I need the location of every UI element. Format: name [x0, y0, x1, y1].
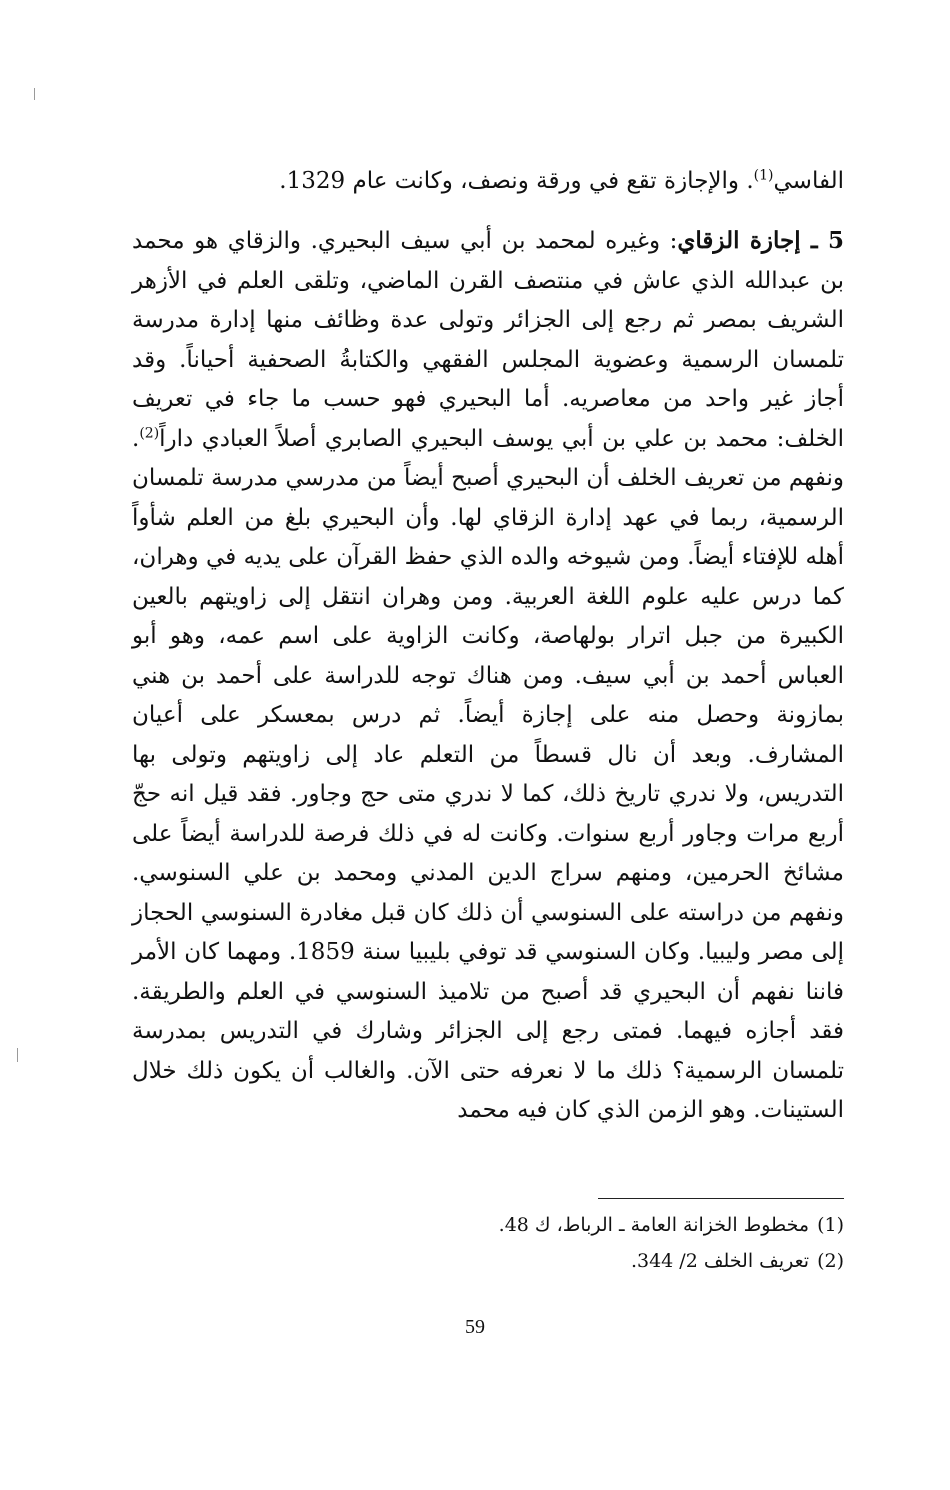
paragraph-1-text-start: الفاسي [773, 168, 844, 194]
scan-mark-middle [17, 1048, 18, 1062]
footnote-2-number: (2) [817, 1250, 844, 1272]
paragraph-2-text-part-2: . ونفهم من تعريف الخلف أن البحيري أصبح أيضاً من مدرسي مدرسة تلمسان الرسمية، ربما في عهد إدارة الزقاي لها. وأن البحيري بلغ من العلم شأواً أهله للإفتاء أيضاً. ومن شيوخه والده الذي حفظ القرآن على يديه في وهران، كما درس عليه علوم اللغة العربية. ومن وهران انتقل إلى زاويتهم بالعين الكبيرة من جبل اترار بولهاصة، وكانت الزاوية على اسم عمه، وهو أبو العباس أحمد بن أبي سيف. ومن هناك توجه للدراسة على أحمد بن هني بمازونة وحصل منه على إجازة أيضاً. ثم درس بمعسكر على أعيان المشارف. وبعد أن نال قسطاً من التعلم عاد إلى زاويتهم وتولى بها التدريس، ولا ندري تاريخ ذلك، كما لا ندري متى حج وجاور. فقد قيل انه حجّ أربع مرات وجاور أربع سنوات. وكانت له في ذلك فرصة للدراسة أيضاً على مشائخ الحرمين، ومنهم سراج الدين المدني ومحمد بن علي السنوسي. ونفهم من دراسته على السنوسي أن ذلك كان قبل مغادرة السنوسي الحجاز إلى مصر وليبيا. وكان السنوسي قد توفي بليبيا سنة 1859. ومهما كان الأمر فاننا نفهم أن البحيري قد أصبح من تلاميذ السنوسي في العلم والطريقة. فقد أجازه فيهما. فمتى رجع إلى الجزائر وشارك في التدريس بمدرسة تلمسان الرسمية؟ ذلك ما لا نعرفه حتى الآن. والغالب أن يكون ذلك خلال الستينات. وهو الزمن الذي كان فيه محمد [132, 425, 844, 1123]
footnote-1-number: (1) [817, 1214, 844, 1236]
scan-mark-top [34, 88, 35, 100]
section-heading-zaqqai-ijaza: 5 ـ إجازة الزقاي [677, 227, 844, 254]
footnote-2-text: تعريف الخلف 2/ 344. [630, 1250, 810, 1272]
footnote-2 [324, 1247, 844, 1275]
paragraph-1 [132, 162, 844, 202]
footnote-reference-1: (1) [753, 167, 774, 184]
paragraph-2 [132, 221, 844, 1131]
footnote-1-text: مخطوط الخزانة العامة ـ الرباط، ك 48. [498, 1214, 810, 1236]
page-number: 59 [465, 1316, 485, 1338]
paragraph-2-text-part-1: : وغيره لمحمد بن أبي سيف البحيري. والزقاي هو محمد بن عبدالله الذي عاش في منتصف القرن الماضي، وتلقى العلم في الأزهر الشريف بمصر ثم رجع إلى الجزائر وتولى عدة وظائف منها إدارة مدرسة تلمسان الرسمية وعضوية المجلس الفقهي والكتابةُ الصحفية أحياناً. وقد أجاز غير واحد من معاصريه. أما البحيري فهو حسب ما جاء في تعريف الخلف: محمد بن علي بن أبي يوسف البحيري الصابري أصلاً العبادي داراً [132, 228, 845, 452]
paragraph-1-text-end: . والإجازة تقع في ورقة ونصف، وكانت عام 1329. [279, 168, 754, 194]
footnote-separator [598, 1198, 844, 1199]
footnote-reference-2: (2) [139, 424, 160, 441]
footnote-1 [324, 1211, 844, 1239]
